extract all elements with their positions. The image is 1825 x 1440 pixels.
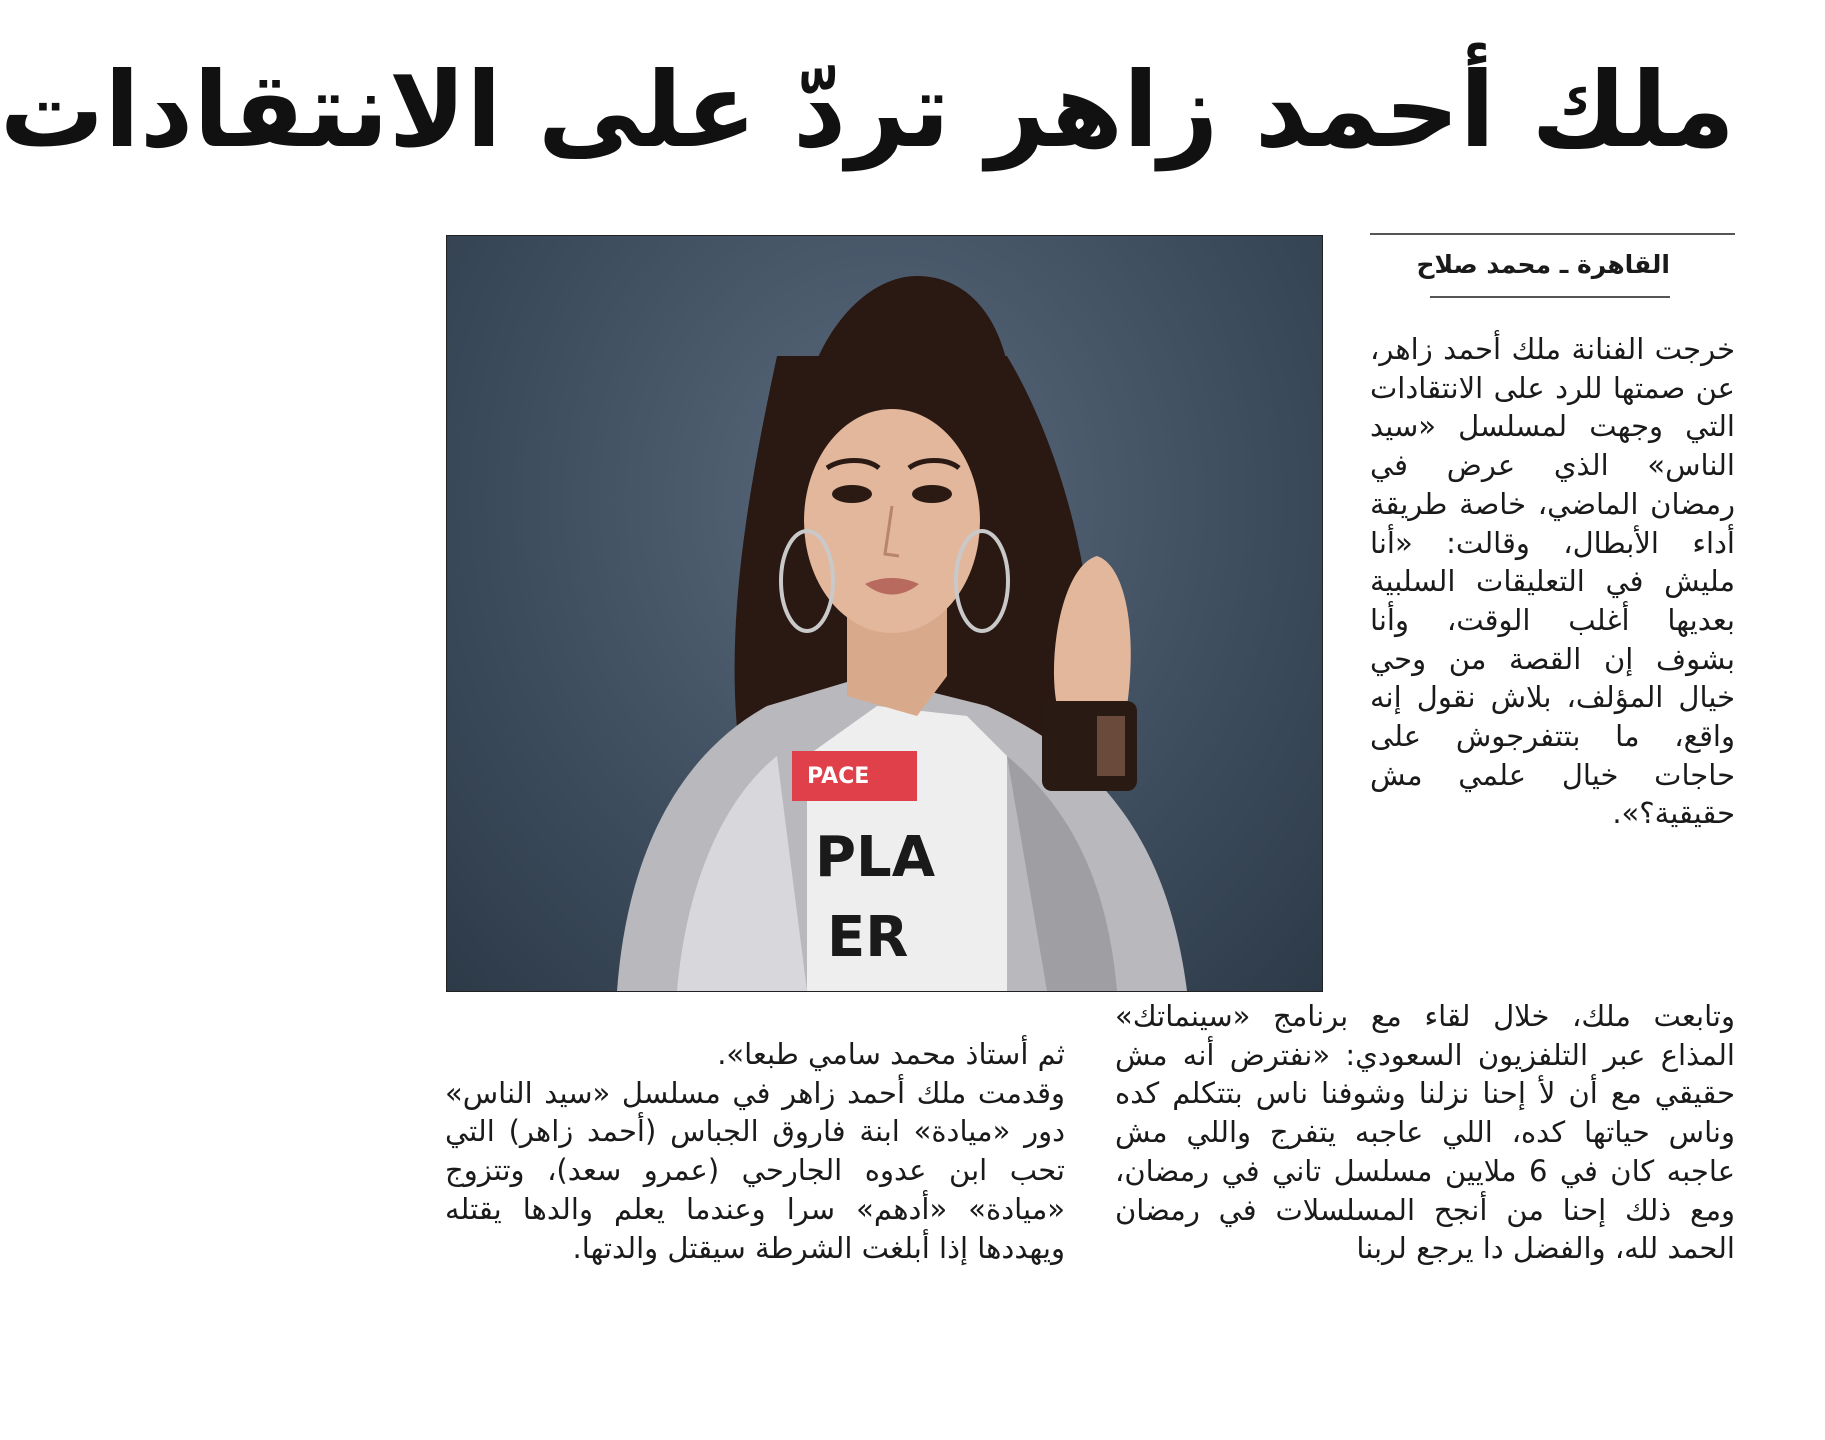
article-photo: [446, 235, 1323, 992]
paragraph-1: خرجت الفنانة ملك أحمد زاهر، عن صمتها للرد على الانتقادات التي وجهت لمسلسل «سيد الناس» الذي عرض في رمضان الماضي، خاصة طريقة أداء الأبطال، وقالت: «أنا مليش في التعليقات السلبية بعديها أغلب الوقت، وأنا بشوف إن القصة من وحي خيال المؤلف، بلاش نقول إنه واقع، ما بتتفرجوش على حاجات خيال علمي مش حقيقية؟».: [1370, 332, 1735, 831]
portrait-illustration: [447, 236, 1322, 991]
byline-rule: [1370, 233, 1735, 235]
shirt-label-2: PLA: [815, 825, 936, 890]
article-column-left-bottom: [445, 1035, 1065, 1267]
shirt-label-1: PACE: [807, 764, 870, 789]
article-column-right-top: [1370, 330, 1735, 833]
byline: القاهرة ـ محمد صلاح: [1430, 240, 1670, 298]
paragraph-3: وقدمت ملك أحمد زاهر في مسلسل «سيد الناس» دور «ميادة» ابنة فاروق الجباس (أحمد زاهر) التي تحب ابن عدوه الجارحي (عمرو سعد)، وتتزوج «ميادة» «أدهم» سرا وعندما يعلم والدها يقتله ويهددها إذا أبلغت الشرطة سيقتل والدتها.: [445, 1075, 1065, 1265]
shirt-label-3: ER: [827, 905, 909, 970]
paragraph-2-continued: ثم أستاذ محمد سامي طبعا».: [717, 1037, 1065, 1071]
paragraph-2: وتابعت ملك، خلال لقاء مع برنامج «سينماتك» المذاع عبر التلفزيون السعودي: «نفترض أنه مش حقيقي مع أن لأ إحنا نزلنا وشوفنا ناس بتتكلم كده وناس حياتها كده، اللي عاجبه يتفرج واللي مش عاجبه كان في 6 ملايين مسلسل تاني في رمضان، ومع ذلك إحنا من أنجح المسلسلات في رمضان الحمد لله، والفضل دا يرجع لربنا: [1115, 999, 1735, 1266]
headline: ملك أحمد زاهر تردّ على الانتقادات: [0, 49, 1735, 171]
article-column-right-bottom: [1115, 997, 1735, 1268]
